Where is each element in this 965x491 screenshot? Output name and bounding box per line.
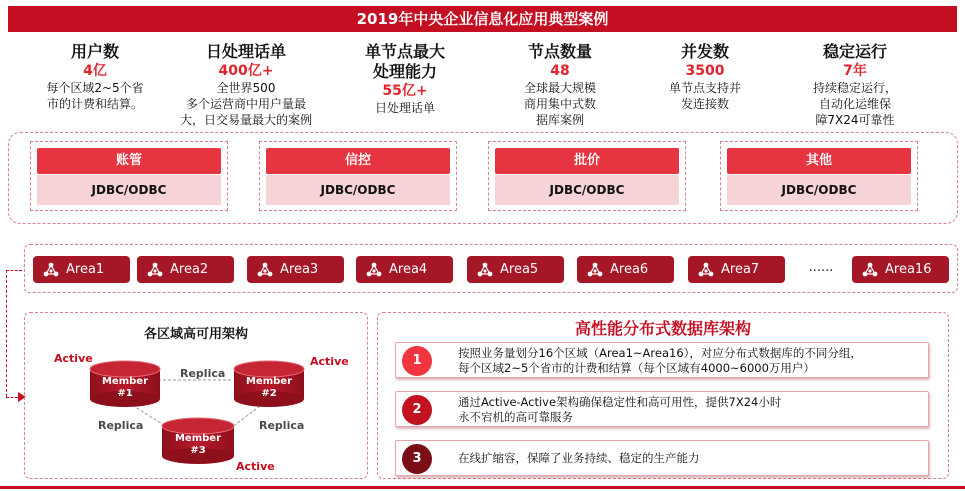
bottom-rule: [0, 486, 965, 489]
member-1-cylinder: [90, 361, 160, 407]
cluster-nodes-icon: [477, 262, 493, 278]
item-text-line: 通过Active-Active架构确保稳定性和高可用性，提供7X24小时: [458, 395, 782, 409]
stat-value: 4亿: [83, 63, 107, 79]
stat-title-line2: 处理能力: [372, 62, 437, 81]
member-label: Member: [101, 376, 149, 387]
area-block: [33, 256, 130, 283]
stat-stability: [790, 42, 920, 128]
cluster-nodes-icon: [257, 262, 273, 278]
stat-desc-line: 发连接数: [680, 97, 729, 111]
member-number: #3: [190, 445, 206, 456]
stat-value: 3500: [685, 63, 725, 79]
stat-daily-cdr: [170, 42, 322, 128]
area-label: Area1: [66, 262, 105, 277]
item-text: [458, 451, 920, 466]
business-name: 其他: [727, 148, 911, 174]
business-block-other: [720, 141, 918, 211]
member-label: Member: [174, 433, 222, 444]
business-name: 信控: [266, 148, 450, 174]
stat-users: [30, 42, 160, 112]
business-driver: JDBC/ODBC: [495, 175, 679, 205]
area-block: [852, 256, 949, 283]
business-block-billing: [30, 141, 228, 211]
member-number: #2: [261, 388, 277, 399]
stat-title: 稳定运行: [822, 42, 887, 61]
stat-node-capacity: [340, 42, 470, 116]
stat-value: 400亿+: [218, 63, 274, 79]
business-name: 账管: [37, 148, 221, 174]
stat-title: 并发数: [680, 42, 729, 61]
business-driver: JDBC/ODBC: [266, 175, 450, 205]
step-number-badge: 1: [402, 346, 432, 376]
area-label: Area4: [389, 262, 428, 277]
area-label: Area5: [500, 262, 539, 277]
stat-desc-line: 多个运营商中用户量最: [185, 97, 306, 111]
business-name: 批价: [495, 148, 679, 174]
area-label: Area16: [885, 262, 932, 277]
active-label: Active: [236, 460, 275, 473]
item-text-line: 按照业务量划分16个区域（Area1~Area16），对应分布式数据库的不同分组，: [458, 346, 862, 360]
cluster-nodes-icon: [698, 262, 714, 278]
area-block: [247, 256, 344, 283]
stat-concurrency: [640, 42, 770, 112]
architecture-title: 高性能分布式数据库架构: [574, 319, 751, 338]
stat-title: 节点数量: [527, 42, 592, 61]
business-block-rating: [488, 141, 686, 211]
area-block: [467, 256, 564, 283]
replica-label: Replica: [98, 419, 144, 432]
architecture-item: [395, 391, 929, 427]
business-block-credit: [259, 141, 457, 211]
area-block: [577, 256, 674, 283]
stat-title: 日处理话单: [205, 42, 286, 61]
stat-desc-line: 全世界500: [216, 81, 276, 95]
connector-line: [6, 270, 7, 397]
ha-diagram: [24, 312, 368, 479]
architecture-item: [395, 440, 929, 476]
step-number-badge: 3: [402, 444, 432, 474]
step-number-badge: 2: [402, 395, 432, 425]
cluster-nodes-icon: [43, 262, 59, 278]
member-number: #1: [117, 388, 133, 399]
area-label: Area3: [280, 262, 319, 277]
title-banner: [8, 6, 957, 32]
area-block: [137, 256, 234, 283]
active-label: Active: [310, 355, 349, 368]
page-title: 2019年中央企业信息化应用典型案例: [356, 10, 609, 28]
stat-value: 55亿+: [382, 83, 428, 99]
stat-node-count: [495, 42, 625, 128]
stat-desc-line: 日处理话单: [374, 101, 435, 115]
cluster-nodes-icon: [862, 262, 878, 278]
item-text-line: 每个区域2~5个省市的计费和结算（每个区域有4000~6000万用户）: [458, 361, 815, 375]
stat-title: 用户数: [70, 42, 119, 61]
stat-desc-line: 每个区域2~5个省: [46, 81, 144, 95]
member-3-cylinder: [162, 418, 234, 464]
areas-ellipsis: ......: [808, 260, 834, 275]
area-label: Area6: [610, 262, 649, 277]
area-block: [356, 256, 453, 283]
stat-desc-line: 自动化运维保: [818, 97, 891, 111]
stat-title: 单节点最大: [364, 42, 445, 61]
stat-desc-line: 据库案例: [535, 113, 584, 127]
item-text: [458, 395, 920, 425]
cluster-nodes-icon: [366, 262, 382, 278]
stat-desc-line: 单节点支持并: [668, 81, 741, 95]
area-label: Area7: [721, 262, 760, 277]
area-block: [688, 256, 785, 283]
business-driver: JDBC/ODBC: [37, 175, 221, 205]
stat-value: 48: [550, 63, 570, 79]
stat-desc-line: 全球最大规模: [523, 81, 596, 95]
stat-desc-line: 持续稳定运行，: [812, 81, 897, 95]
item-text-line: 在线扩缩容，保障了业务持续、稳定的生产能力: [458, 451, 700, 465]
cluster-nodes-icon: [147, 262, 163, 278]
item-text-line: 永不宕机的高可靠服务: [458, 410, 573, 424]
business-driver: JDBC/ODBC: [727, 175, 911, 205]
replica-label: Replica: [180, 367, 226, 380]
stat-desc-line: 障7X24可靠性: [815, 113, 895, 127]
stat-value: 7年: [843, 63, 867, 79]
cluster-nodes-icon: [587, 262, 603, 278]
stat-desc-line: 商用集中式数: [523, 97, 596, 111]
connector-line: [6, 270, 22, 271]
item-text: [458, 346, 920, 376]
architecture-item: [395, 342, 929, 378]
member-label: Member: [245, 376, 293, 387]
stat-desc-line: 市的计费和结算。: [46, 97, 143, 111]
active-label: Active: [54, 352, 93, 365]
stat-desc-line: 大，日交易量最大的案例: [179, 113, 312, 127]
member-2-cylinder: [234, 361, 304, 407]
ha-title: 各区域高可用架构: [143, 327, 248, 342]
replica-label: Replica: [259, 419, 305, 432]
area-label: Area2: [170, 262, 209, 277]
